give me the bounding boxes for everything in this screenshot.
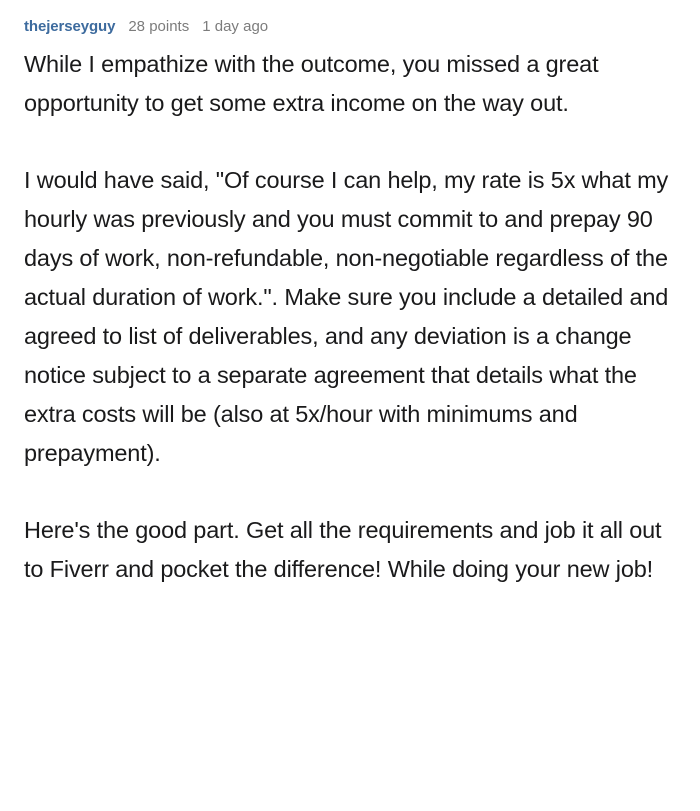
comment-points: 28 points	[128, 18, 190, 35]
comment-body	[24, 45, 676, 589]
comment-paragraph: Here's the good part. Get all the requirements and job it all out to Fiverr and pocket the difference! While doing your new job!	[24, 517, 662, 582]
comment-timestamp: 1 day ago	[202, 18, 269, 35]
comment-meta	[24, 18, 676, 35]
comment-paragraph: While I empathize with the outcome, you missed a great opportunity to get some extra income on the way out.	[24, 51, 599, 116]
comment-author[interactable]: thejerseyguy	[24, 18, 116, 35]
comment-paragraph: I would have said, "Of course I can help, my rate is 5x what my hourly was previously and you must commit to and prepay 90 days of work, non-refundable, non-negotiable regardless of the actual duration of work.". Make sure you include a detailed and agreed to list of deliverables, and any deviation is a change notice subject to a separate agreement that details what the extra costs will be (also at 5x/hour with minimums and prepayment).	[24, 167, 669, 466]
